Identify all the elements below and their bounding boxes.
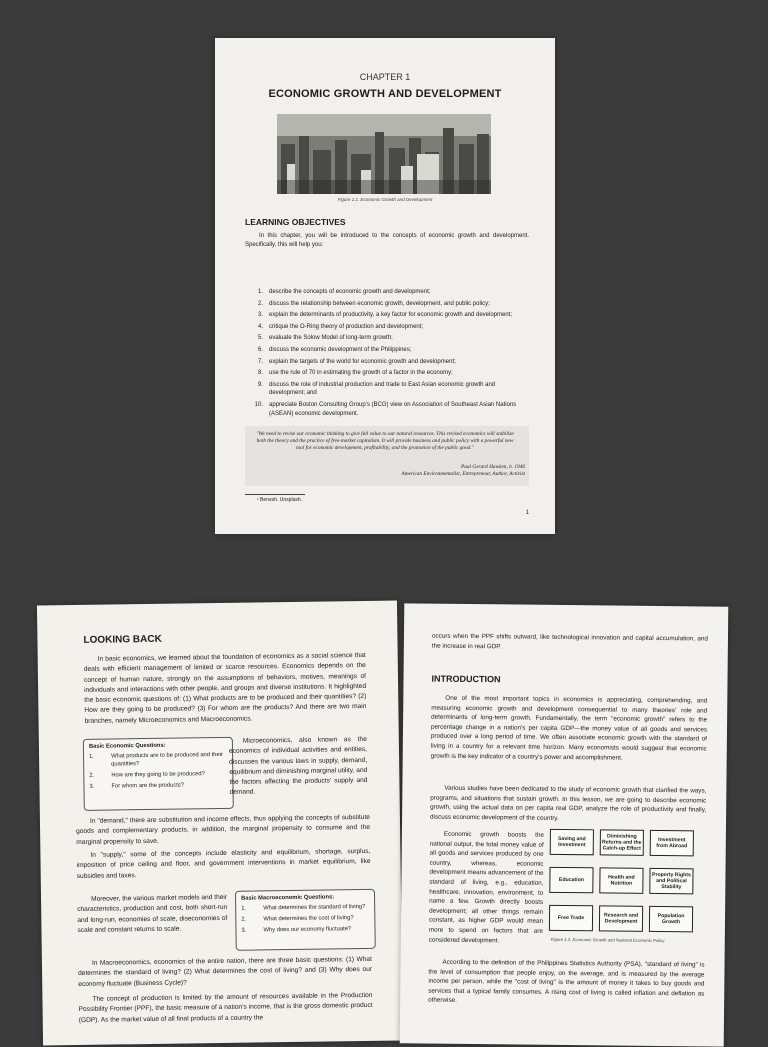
box-item: 1. What products are to be produced and their quantities? — [89, 751, 223, 768]
introduction-para-3: Economic growth boosts the national output, the total money value of all goods and services produced by one country, whereas, economic development means advancement of the standard of living, e.g., education, healthcare, innovation, environment, to name a few. Growth directly boosts development; all other things remain constant, as higher GDP would mean more to spend on factors that are considered development. — [428, 830, 544, 944]
footnote: ¹ Benesh. Unsplash. — [257, 497, 303, 503]
objective-item: 5. evaluate the Solow Model of long-term growth; — [257, 335, 393, 342]
looking-back-para-1: In basic economics, we learned about the foundation of economics as a social science that deals with efficient management of limited or scarce resources. Economics depends on the concept of human nature, strongly on the assumptions of behaviors, motives, meanings of individuals and interactions with other people, and groups and diverse institutions. It highlighted the basic economic questions of: (1) What products are to be produced and their quantities? (2) How are they going to be produced? (3) For whom are the products? And there are two main branches, namely Microeconomics and Macroeconomics. — [83, 651, 367, 725]
box-item: 2. How are they going to be produced? — [89, 771, 205, 779]
chapter-title: ECONOMIC GROWTH AND DEVELOPMENT — [268, 88, 502, 100]
box-item: 1. What determines the standard of living? — [241, 903, 366, 912]
box-title: Basic Economic Questions: — [88, 742, 166, 750]
figure-caption: Figure 1.2. Economic Growth and National Economic Policy — [550, 936, 665, 944]
box-title: Basic Macroeconomic Questions: — [241, 894, 335, 902]
factor-box: Saving and Investment — [550, 829, 594, 855]
introduction-page — [400, 603, 729, 1046]
quote-text: "We need to revise our economic thinking to give full value to our natural resources. This revised economics will stabilize both the theory and the practice of free-market capitalism. It will provide business and public policy with a powerful new tool for economic development, profitability, and the promotion of the public good." — [256, 431, 514, 452]
box-item: 3. For whom are the products? — [89, 782, 185, 790]
chapter-page — [215, 38, 555, 534]
looking-back-para-7: The concept of production is limited by the amount of resources available in the Production Possibility Frontier (PPF), the basic measure of a nation's income, that is the gross domestic product (GDP). As the market value of all final products of a country the — [78, 991, 373, 1024]
factor-box: Property Rights and Political Stability — [649, 868, 693, 894]
looking-back-para-5: Moreover, the various market models and their characteristics, production and cost, both short-run and long-run, economies of scale, diseconomies of scale and constant returns to scale. — [77, 893, 228, 934]
looking-back-para-3: In "demand," there are substitution and income effects, thus applying the concepts of substitute goods and complementary products, in addition, the marginal propensity to consume and the marginal propensity to save. — [76, 813, 371, 846]
introduction-para-2: Various studies have been dedicated to the study of economic growth that clarified the ways, programs, and situations that sustain growth. In this lesson, we are going to describe economic growth, using the actual data on per capita real GDP, analyze the role of productivity and finally, discuss economic development of the country. — [430, 784, 707, 822]
objective-item: 3. explain the determinants of productivity, a key factor for economic growth and development; — [257, 312, 513, 319]
looking-back-para-6: In Macroeconomics, economics of the entire nation, there are three basic questions: (1) What determines the standard of living? (2) What determines the cost of living? and (3) Why does our economy fluctuate (Business Cycle)? — [78, 955, 373, 988]
introduction-heading: INTRODUCTION — [431, 673, 501, 685]
factor-box: Health and Nutrition — [599, 867, 643, 893]
quote-role: American Environmentalist, Entrepreneur, Author, Activist — [401, 471, 525, 477]
growth-factors-diagram — [550, 829, 700, 926]
intro-carryover-text: occurs when the PPF shifts outward, like technological innovation and capital accumulation, and the increase in real GDP. — [431, 632, 708, 650]
footnote-rule — [245, 494, 305, 495]
factor-box: Research and Development — [599, 905, 643, 931]
introduction-para-1: One of the most important topics in economics is appreciating, comprehending, and measuring economic growth and development consequential to many theories' role and determinants of long-term growth. Fundamentally, the term "economic growth" refers to the percentage change in a nation's per capita GDP—the money value of all goods and services produced over a long period of time. We often associate economic growth with the standard of living in a country for a relevant time horizon. Many economists would suggest that economic growth is the key indicator of a country's power and accomplishment. — [430, 694, 708, 762]
objectives-intro: In this chapter, you will be introduced to the concepts of economic growth and development. Specifically, this will help you: — [245, 233, 529, 248]
chapter-label: CHAPTER 1 — [359, 72, 411, 82]
objective-item: 6. discuss the economic development of the Philippines; — [257, 346, 412, 353]
quote-author: Paul Gerard Hawken, b. 1946 — [461, 464, 525, 470]
objective-item: 1. describe the concepts of economic growth and development; — [257, 289, 431, 295]
factor-box: Diminishing Returns and the Catch-up Effect — [600, 829, 644, 855]
box-item: 2. What determines the cost of living? — [241, 915, 354, 923]
page-number: 1 — [525, 510, 529, 516]
objective-item: 10. appreciate Boston Consulting Group's (BCG) view on Association of Southeast Asian Nations (ASEAN) economic development. — [254, 401, 517, 417]
objective-item: 9. discuss the role of industrial production and trade to East Asian economic growth and development; and — [257, 381, 496, 397]
basic-macroeconomic-questions-box — [235, 889, 376, 951]
looking-back-para-4: In "supply," some of the concepts include elasticity and equilibrium, shortage, surplus, imposition of price ceiling and floor, and government interventions in market equilibrium, like subsidies and taxes. — [76, 847, 371, 880]
objective-item: 7. explain the targets of the world for economic growth and development; — [257, 358, 456, 365]
looking-back-heading: LOOKING BACK — [83, 633, 162, 646]
box-item: 3. Why does our economy fluctuate? — [241, 926, 352, 934]
factor-box: Population Growth — [649, 906, 693, 932]
factor-box: Free Trade — [549, 905, 593, 931]
figure-caption: Figure 1.1. Economic Growth and Development — [337, 197, 433, 202]
learning-objectives-heading: LEARNING OBJECTIVES — [245, 217, 346, 227]
objectives-list — [249, 288, 531, 421]
basic-economic-questions-box — [83, 737, 234, 811]
introduction-para-4: According to the definition of the Philippines Statistics Authority (PSA), "standard of living" is the level of consumption that people enjoy, on the average, and is measured by the average income per person, while the "cost of living" is the amount of money it takes to buy goods and services that a typical family consumes. A rising cost of living is called inflation and deflation as otherwise. — [428, 958, 705, 1005]
objective-item: 4. critique the O-Ring theory of production and development; — [257, 323, 424, 330]
objective-item: 8. use the rule of 70 in estimating the growth of a factor in the economy; — [257, 370, 453, 377]
looking-back-para-2: Microeconomics, also known as the economics of individual activities and entities, discusses the various laws in supply, demand, equilibrium and diminishing marginal utility, and the factors affecting the products' supply and demand. — [228, 735, 368, 797]
factor-box: Education — [549, 867, 593, 893]
city-skyline-photo — [277, 114, 491, 194]
looking-back-page — [37, 601, 403, 1046]
factor-box: Investment from Abroad — [650, 830, 694, 856]
objective-item: 2. discuss the relationship between economic growth, development, and public policy; — [257, 300, 490, 307]
